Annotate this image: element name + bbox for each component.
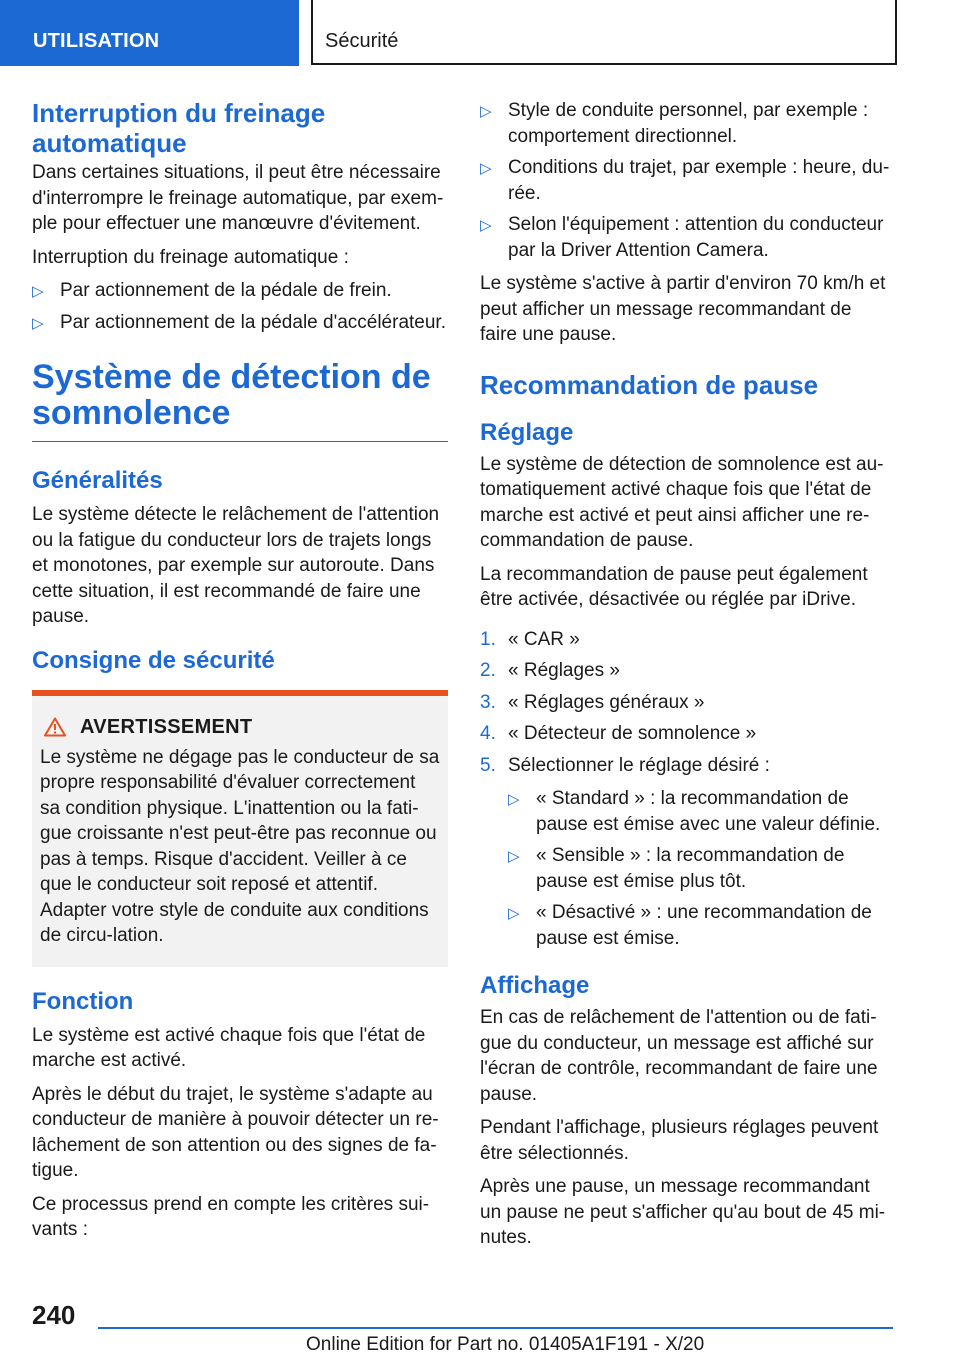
steps-list bbox=[480, 627, 892, 952]
heading-rule bbox=[32, 441, 448, 442]
paragraph: Dans certaines situations, il peut être nécessaire d'interrompre le freinage automatique, par exem-ple pour effectuer une manœuvre d'évitement. bbox=[32, 162, 444, 234]
heading-recommandation: Recommandation de pause bbox=[480, 369, 819, 400]
section-title: UTILISATION bbox=[33, 30, 160, 52]
page-number: 240 bbox=[32, 1300, 76, 1330]
list-item: ▷ Par actionnement de la pédale d'accélérateur. bbox=[32, 310, 448, 336]
heading-generalites: Généralités bbox=[32, 467, 163, 494]
triangle-bullet-icon: ▷ bbox=[32, 283, 44, 300]
right-column bbox=[480, 98, 892, 1259]
list-item: ▷ Style de conduite personnel, par exemple : comportement directionnel. bbox=[480, 100, 869, 147]
heading-main: Système de détection de somnolence bbox=[32, 358, 431, 432]
heading-interruption: Interruption du freinage automatique bbox=[32, 98, 326, 158]
section-tab bbox=[0, 0, 299, 66]
list-item: ▷ Conditions du trajet, par exemple : heure, du-rée. bbox=[480, 157, 890, 204]
triangle-bullet-icon: ▷ bbox=[480, 217, 492, 234]
bullet-list bbox=[32, 278, 448, 335]
triangle-bullet-icon: ▷ bbox=[480, 103, 492, 120]
list-item: ▷ Par actionnement de la pédale de frein. bbox=[32, 278, 448, 304]
option-item: ▷ « Sensible » : la recommandation de pause est émise plus tôt. bbox=[508, 845, 845, 892]
paragraph: Le système est activé chaque fois que l'état de marche est activé. bbox=[32, 1024, 426, 1071]
heading-reglage: Réglage bbox=[480, 418, 574, 446]
edition-text: Online Edition for Part no. 01405A1F191 - X/20 bbox=[306, 1334, 705, 1355]
footer-rule bbox=[98, 1327, 893, 1329]
paragraph: En cas de relâchement de l'attention ou de fati-gue du conducteur, un message est affiché sur l'écran de contrôle, recommandant de faire une pause. bbox=[480, 1007, 878, 1105]
paragraph: Pendant l'affichage, plusieurs réglages peuvent être sélectionnés. bbox=[480, 1117, 879, 1164]
paragraph: Ce processus prend en compte les critères sui-vants : bbox=[32, 1193, 430, 1240]
step-item: 5. Sélectionner le réglage désiré : ▷ « Standard » : la recommandation de pause est émise avec une valeur définie. ▷ « Sensible » : la recommandation de pause est émise plus tôt. ▷ « Désactivé » : une recommandation de pause est émise. bbox=[480, 753, 892, 952]
triangle-bullet-icon: ▷ bbox=[32, 314, 44, 332]
paragraph: Après le début du trajet, le système s'adapte au conducteur de manière à pouvoir détecter un re-lâchement de son attention ou des signes de fa-tigue. bbox=[32, 1083, 439, 1181]
page-header bbox=[0, 0, 960, 66]
step-item: 1. « CAR » bbox=[480, 628, 580, 650]
warning-text: Le système ne dégage pas le conducteur de sa propre responsabilité d'évaluer correctement sa condition physique. L'inattention ou la fati-gue croissante n'est peut-être pas reconnue ou pas à temps. Risque d'accident. Veiller à ce que le conducteur soit reposé et attentif. Adapter votre style de conduite aux conditions de circu-lation. bbox=[40, 746, 440, 946]
list-item: ▷ Selon l'équipement : attention du conducteur par la Driver Attention Camera. bbox=[480, 214, 884, 261]
subsection-title: Sécurité bbox=[325, 30, 399, 52]
left-column bbox=[32, 98, 448, 1251]
paragraph: La recommandation de pause peut également être activée, désactivée ou réglée par iDrive. bbox=[480, 563, 868, 610]
triangle-bullet-icon: ▷ bbox=[508, 848, 520, 865]
option-item: ▷ « Désactivé » : une recommandation de pause est émise. bbox=[508, 902, 872, 949]
warning-box bbox=[32, 690, 448, 967]
heading-fonction: Fonction bbox=[32, 987, 134, 1015]
triangle-bullet-icon: ▷ bbox=[508, 791, 520, 808]
triangle-bullet-icon: ▷ bbox=[480, 160, 492, 177]
heading-consigne: Consigne de sécurité bbox=[32, 646, 275, 674]
paragraph: Le système de détection de somnolence est au-tomatiquement activé chaque fois que l'état de marche est activé et peut ainsi afficher une re-commandation de pause. bbox=[480, 453, 884, 551]
subsection-box bbox=[311, 0, 897, 65]
option-item: ▷ « Standard » : la recommandation de pause est émise avec une valeur définie. bbox=[508, 788, 881, 835]
step-item: 2. « Réglages » bbox=[480, 660, 620, 681]
paragraph: Interruption du freinage automatique : bbox=[32, 246, 349, 268]
option-list bbox=[508, 786, 892, 951]
paragraph: Le système s'active à partir d'environ 70 km/h et peut afficher un message recommandant de faire une pause. bbox=[480, 273, 886, 345]
step-item: 4. « Détecteur de somnolence » bbox=[480, 723, 757, 744]
warning-title-row bbox=[40, 716, 440, 739]
warning-title: AVERTISSEMENT bbox=[80, 715, 253, 738]
triangle-bullet-icon: ▷ bbox=[508, 905, 520, 922]
paragraph: Après une pause, un message recommandant un pause ne peut s'afficher qu'au bout de 45 mi-nutes. bbox=[480, 1176, 886, 1248]
step-item: 3. « Réglages généraux » bbox=[480, 691, 705, 713]
heading-affichage: Affichage bbox=[480, 972, 590, 999]
warning-triangle-icon bbox=[44, 717, 66, 737]
criteria-list bbox=[480, 98, 892, 263]
paragraph: Le système détecte le relâchement de l'attention ou la fatigue du conducteur lors de trajets longs et monotones, par exemple sur autoroute. Dans cette situation, il est recommandé de faire une pause. bbox=[32, 504, 440, 627]
